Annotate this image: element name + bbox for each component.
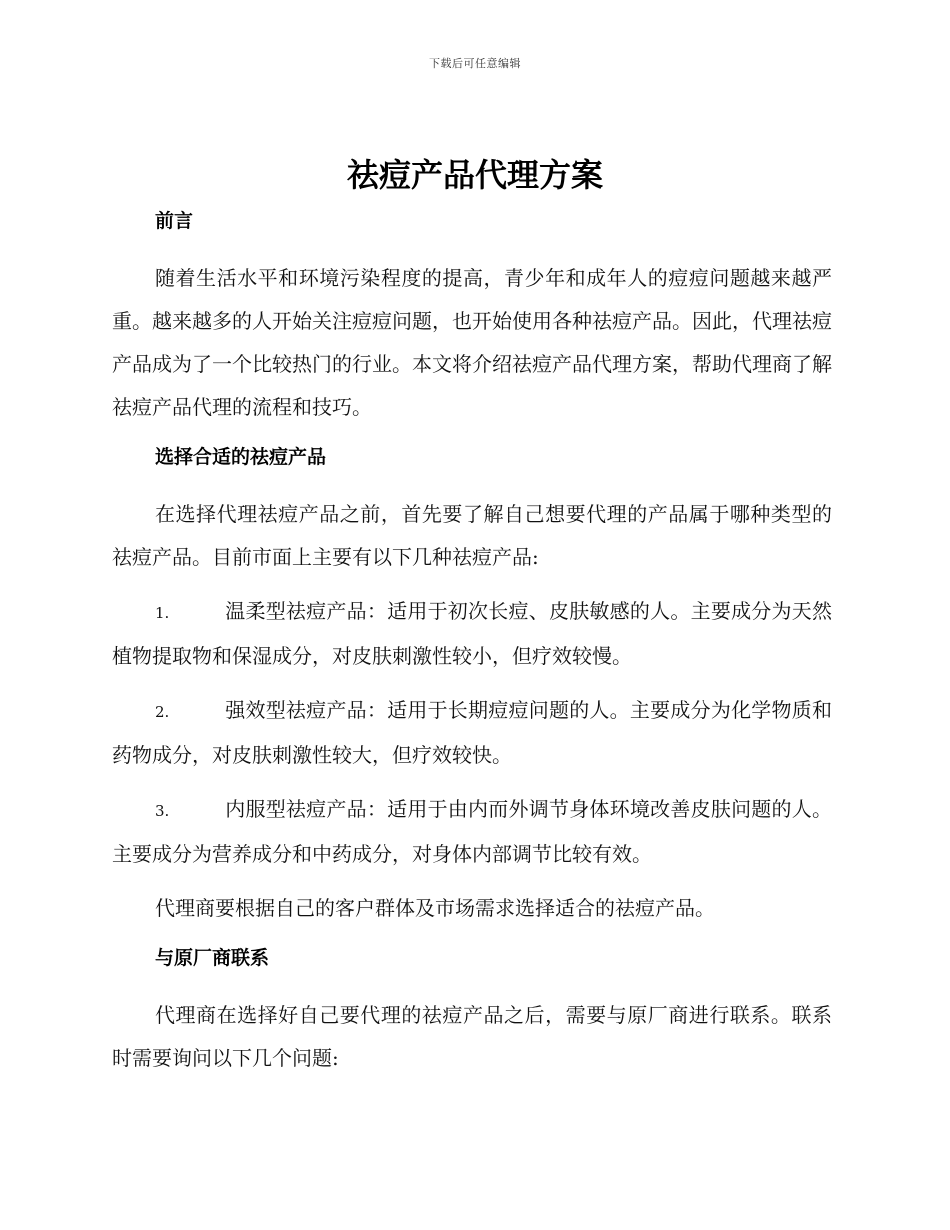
section-heading-choose-products: 选择合适的祛痘产品 [155,446,327,468]
choose-conclusion-paragraph: 代理商要根据自己的客户群体及市场需求选择适合的祛痘产品。 [155,896,715,920]
list-item-text: 强效型祛痘产品：适用于长期痘痘问题的人。主要成分为化学物质和药物成分，对皮肤刺激性较大，但疗效较快。 [112,698,832,767]
document-title: 祛痘产品代理方案 [346,156,603,194]
list-item-number: 3. [155,802,170,820]
choose-intro-paragraph: 在选择代理祛痘产品之前，首先要了解自己想要代理的产品属于哪种类型的祛痘产品。目前市面上主要有以下几种祛痘产品: [112,502,832,569]
contact-paragraph: 代理商在选择好自己要代理的祛痘产品之后，需要与原厂商进行联系。联系时需要询问以下几个问题: [112,1003,832,1070]
list-item [112,788,832,876]
list-item-text: 温柔型祛痘产品：适用于初次长痘、皮肤敏感的人。主要成分为天然植物提取物和保湿成分，对皮肤刺激性较小，但疗效较慢。 [112,599,832,668]
preface-paragraph: 随着生活水平和环境污染程度的提高，青少年和成年人的痘痘问题越来越严重。越来越多的人开始关注痘痘问题，也开始使用各种祛痘产品。因此，代理祛痘产品成为了一个比较热门的行业。本文将介绍祛痘产品代理方案，帮助代理商了解祛痘产品代理的流程和技巧。 [112,266,832,419]
section-heading-contact-manufacturer: 与原厂商联系 [155,947,270,969]
list-item-number: 1. [155,604,170,622]
section-heading-preface: 前言 [155,210,194,232]
page-header-note: 下载后可任意编辑 [429,57,521,70]
list-item-text: 内服型祛痘产品：适用于由内而外调节身体环境改善皮肤问题的人。主要成分为营养成分和中药成分，对身体内部调节比较有效。 [112,797,832,866]
list-item-number: 2. [155,703,170,721]
document-body [112,204,832,1091]
list-item [112,590,832,678]
list-item [112,689,832,777]
